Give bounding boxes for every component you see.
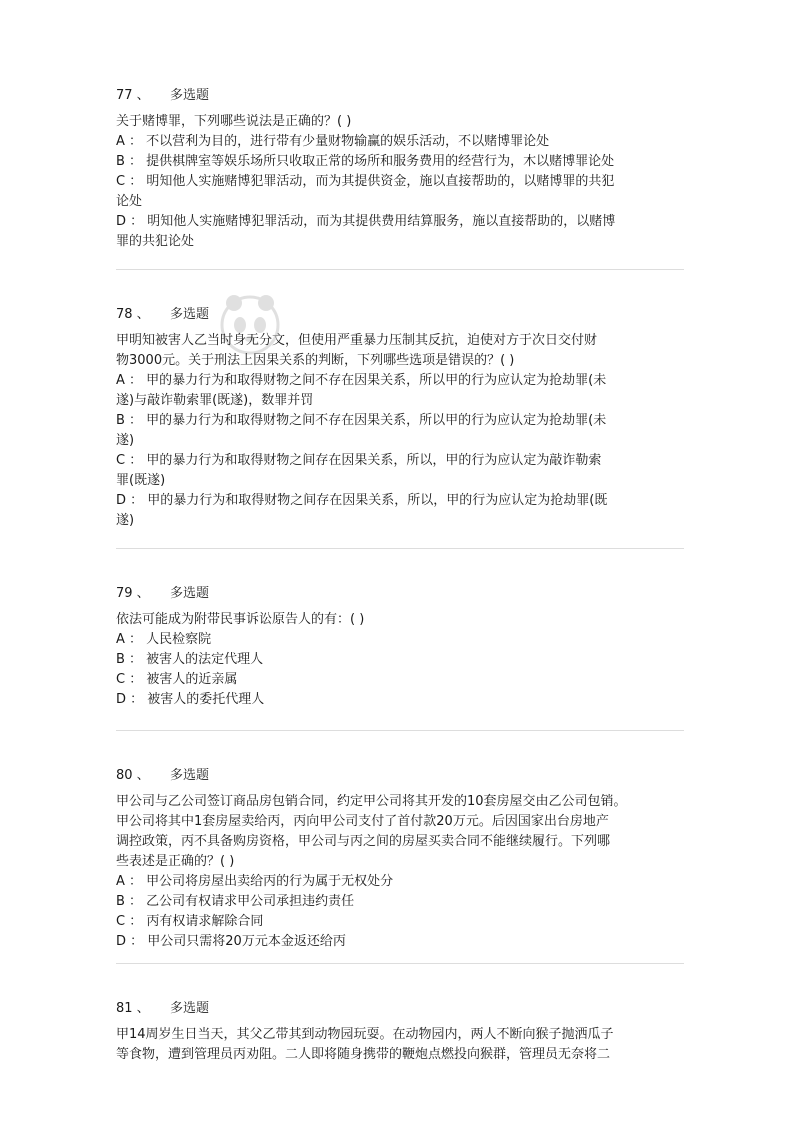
- question-header: [116, 305, 696, 325]
- option-b: B ： 乙公司有权请求甲公司承担违约责任: [116, 894, 355, 909]
- question-number: 79 、: [116, 586, 150, 601]
- option-c-cont: 论处: [116, 194, 143, 209]
- question-type: 多选题: [169, 1001, 209, 1016]
- option-d: D ： 甲的暴力行为和取得财物之间存在因果关系，所以，甲的行为应认定为抢劫罪(既: [116, 493, 608, 508]
- question-81: [116, 999, 696, 1065]
- option-a-cont: 遂)与敲诈勒索罪(既遂)，数罪并罚: [116, 393, 314, 408]
- option-c: C ： 被害人的近亲属: [116, 672, 238, 687]
- question-stem-cont: 甲公司将其中1套房屋卖给丙，丙向甲公司支付了首付款20万元。后因国家出台房地产: [116, 814, 609, 829]
- question-type: 多选题: [169, 307, 209, 322]
- question-header: [116, 584, 696, 604]
- option-a: A ： 不以营利为目的，进行带有少量财物输赢的娱乐活动，不以赌博罪论处: [116, 134, 550, 149]
- question-number: 80 、: [116, 768, 150, 783]
- question-stem: 依法可能成为附带民事诉讼原告人的有：( ): [116, 612, 365, 627]
- question-stem: 甲公司与乙公司签订商品房包销合同，约定甲公司将其开发的10套房屋交由乙公司包销。: [116, 794, 627, 809]
- option-a: A ： 人民检察院: [116, 632, 212, 647]
- option-b: B ： 被害人的法定代理人: [116, 652, 264, 667]
- divider: [116, 730, 684, 731]
- divider: [116, 269, 684, 270]
- divider: [116, 963, 684, 964]
- question-number: 77 、: [116, 88, 150, 103]
- question-stem: 关于赌博罪，下列哪些说法是正确的？( ): [116, 114, 352, 129]
- option-d: D ： 被害人的委托代理人: [116, 692, 265, 707]
- question-number: 78 、: [116, 307, 150, 322]
- question-type: 多选题: [169, 586, 209, 601]
- question-header: [116, 86, 696, 106]
- question-stem: 甲14周岁生日当天，其父乙带其到动物园玩耍。在动物园内，两人不断向猴子抛洒瓜子: [116, 1027, 614, 1042]
- question-stem-cont: 等食物，遭到管理员丙劝阻。二人即将随身携带的鞭炮点燃投向猴群，管理员无奈将二: [116, 1047, 611, 1062]
- option-d: D ： 明知他人实施赌博犯罪活动，而为其提供费用结算服务，施以直接帮助的，以赌博: [116, 214, 616, 229]
- option-c: C ： 明知他人实施赌博犯罪活动，而为其提供资金，施以直接帮助的，以赌博罪的共犯: [116, 174, 615, 189]
- option-b: B ： 提供棋牌室等娱乐场所只收取正常的场所和服务费用的经营行为，木以赌博罪论处: [116, 154, 615, 169]
- option-b-cont: 遂): [116, 433, 135, 448]
- question-stem-cont: 调控政策，丙不具备购房资格，甲公司与丙之间的房屋买卖合同不能继续履行。下列哪: [116, 834, 611, 849]
- option-d-cont: 遂): [116, 513, 135, 528]
- question-type: 多选题: [169, 88, 209, 103]
- question-header: [116, 999, 696, 1019]
- option-c-cont: 罪(既遂): [116, 473, 166, 488]
- question-stem: 甲明知被害人乙当时身无分文，但使用严重暴力压制其反抗，迫使对方于次日交付财: [116, 333, 598, 348]
- divider: [116, 548, 684, 549]
- option-d-cont: 罪的共犯论处: [116, 234, 195, 249]
- option-d: D ： 甲公司只需将20万元本金返还给丙: [116, 934, 346, 949]
- option-b: B ： 甲的暴力行为和取得财物之间不存在因果关系，所以甲的行为应认定为抢劫罪(未: [116, 413, 607, 428]
- question-number: 81 、: [116, 1001, 150, 1016]
- question-stem-cont: 些表述是正确的？( ): [116, 854, 235, 869]
- question-77: [116, 86, 696, 252]
- option-c: C ： 丙有权请求解除合同: [116, 914, 264, 929]
- question-type: 多选题: [169, 768, 209, 783]
- question-79: [116, 584, 696, 710]
- option-a: A ： 甲公司将房屋出卖给丙的行为属于无权处分: [116, 874, 394, 889]
- question-78: [116, 305, 696, 531]
- question-stem-cont: 物3000元。关于刑法上因果关系的判断，下列哪些选项是错误的？( ): [116, 353, 515, 368]
- option-c: C ： 甲的暴力行为和取得财物之间存在因果关系，所以，甲的行为应认定为敲诈勒索: [116, 453, 602, 468]
- question-header: [116, 766, 696, 786]
- question-80: [116, 766, 696, 952]
- option-a: A ： 甲的暴力行为和取得财物之间不存在因果关系，所以甲的行为应认定为抢劫罪(未: [116, 373, 607, 388]
